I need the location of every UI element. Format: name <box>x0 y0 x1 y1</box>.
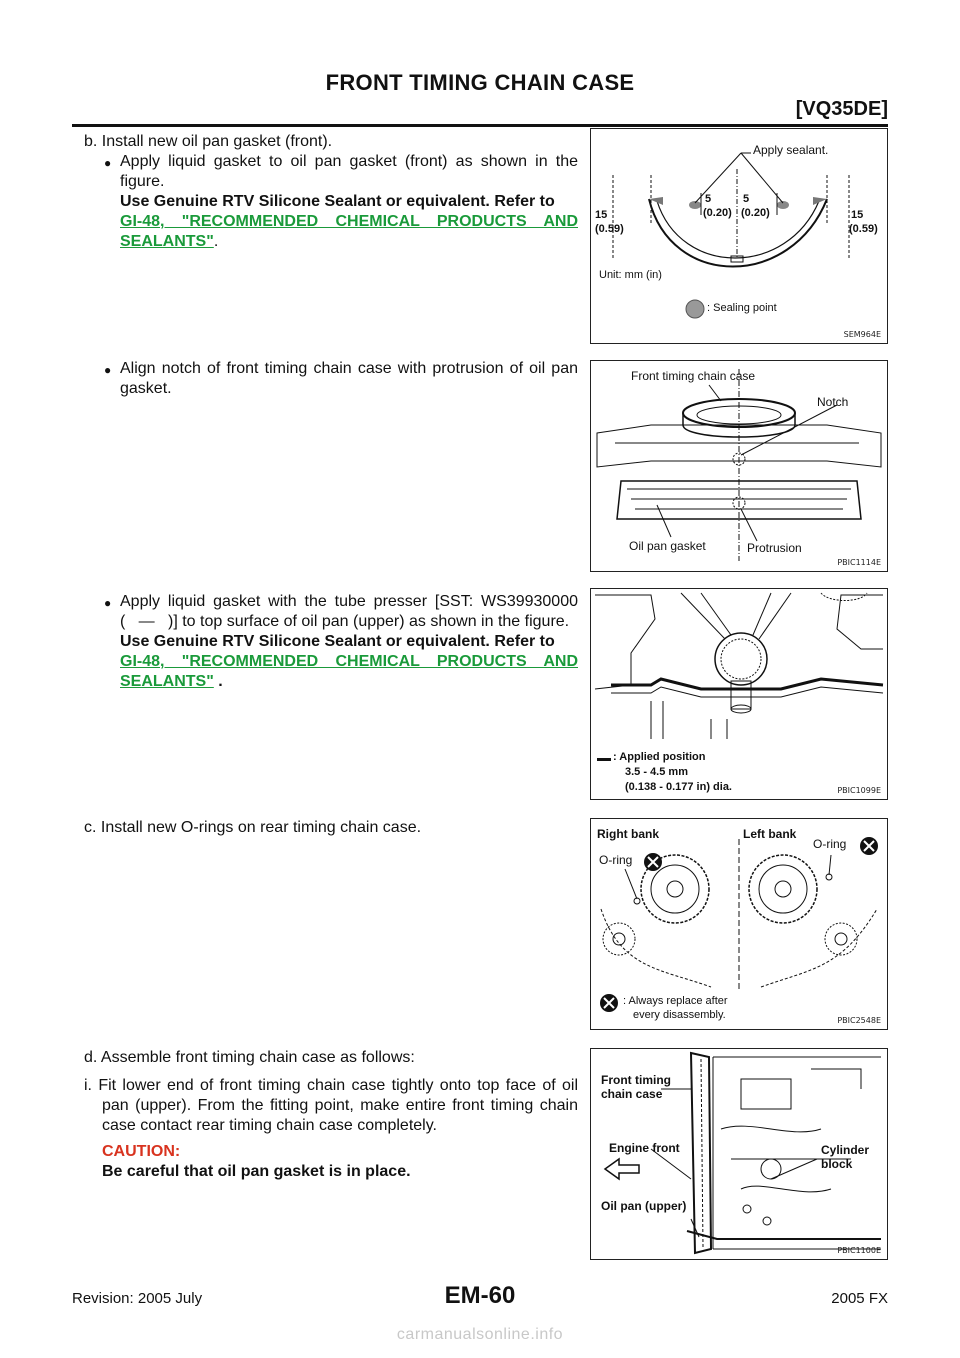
replace-icon <box>860 837 878 855</box>
dim-5-left: 5 <box>705 193 712 205</box>
header-rule <box>72 124 888 127</box>
step-d-i: i. Fit lower end of front timing chain case tightly onto top face of oil pan (upper). From the fitting point, make entire front timing chain case contact rear timing chain case completely. <box>84 1077 578 1134</box>
o-ring-label-left-bank: O-ring <box>813 837 847 851</box>
replace-icon <box>600 994 618 1012</box>
notch-label: Notch <box>817 395 849 409</box>
caution-label: CAUTION: <box>102 1143 181 1160</box>
applied-size-mm: 3.5 - 4.5 mm <box>625 766 688 778</box>
step-d-heading: d. Assemble front timing chain case as follows: <box>84 1049 415 1066</box>
figure-code: PBIC1100E <box>837 1246 881 1255</box>
gi48-link-1[interactable]: GI-48, "RECOMMENDED CHEMICAL PRODUCTS AND SEALANTS" <box>120 213 578 250</box>
step-b-heading: b. Install new oil pan gasket (front). <box>84 133 333 150</box>
replace-icon <box>644 853 662 871</box>
apply-sealant-label: Apply sealant. <box>753 143 829 157</box>
unit-label: Unit: mm (in) <box>599 269 662 281</box>
figure-o-rings <box>590 818 888 1030</box>
page-title: FRONT TIMING CHAIN CASE <box>325 70 635 95</box>
figure-gasket-sealant <box>590 128 888 344</box>
engine-code: [VQ35DE] <box>795 98 888 120</box>
dim-15-right: 15 <box>851 209 864 221</box>
dim-5-right-in: (0.20) <box>741 207 770 219</box>
dim-15-left: 15 <box>595 209 608 221</box>
figure-fit-front-case <box>590 1048 888 1260</box>
right-bank-label: Right bank <box>597 827 659 841</box>
figure-code: PBIC2548E <box>837 1016 881 1025</box>
figure-code: PBIC1114E <box>837 558 881 567</box>
replace-note-1: : Always replace after <box>623 995 728 1007</box>
sealing-point-label: : Sealing point <box>707 302 777 314</box>
o-ring-label-right-bank: O-ring <box>599 853 633 867</box>
step-b-bullet-3: Apply liquid gasket with the tube presser [SST: WS39930000 ( — )] to top surface of oil pan (upper) as shown in the figure. Use Genuine RTV Silicone Sealant or equivalent. Refer to GI-48, "RECOMMENDED CHEMICAL PRODUCTS AND SEALANTS" . <box>120 593 578 690</box>
front-case-label-2: chain case <box>601 1087 663 1101</box>
bullet-icon: ● <box>104 363 112 377</box>
bullet-icon: ● <box>104 596 112 610</box>
replace-note-2: every disassembly. <box>633 1009 726 1021</box>
applied-size-in: (0.138 - 0.177 in) dia. <box>625 781 732 793</box>
caution-text: Be careful that oil pan gasket is in place. <box>102 1163 411 1180</box>
front-case-label: Front timing chain case <box>631 369 756 383</box>
bullet-1-bold: Use Genuine RTV Silicone Sealant or equivalent. Refer to <box>120 193 555 210</box>
left-bank-label: Left bank <box>743 827 797 841</box>
applied-position-label: : Applied position <box>613 751 706 763</box>
dim-15-right-in: (0.59) <box>849 223 878 235</box>
watermark: carmanualsonline.info <box>396 1326 564 1343</box>
engine-front-label: Engine front <box>609 1141 680 1155</box>
oil-pan-upper-label: Oil pan (upper) <box>601 1199 687 1213</box>
revision-label: Revision: 2005 July <box>72 1290 203 1307</box>
cylinder-label-2: block <box>821 1157 853 1171</box>
dim-15-left-in: (0.59) <box>595 223 624 235</box>
dim-5-left-in: (0.20) <box>703 207 732 219</box>
front-case-label-1: Front timing <box>601 1073 671 1087</box>
protrusion-label: Protrusion <box>747 541 802 555</box>
figure-code: PBIC1099E <box>837 786 881 795</box>
figure-notch-protrusion <box>590 360 888 572</box>
step-b-bullet-1: Apply liquid gasket to oil pan gasket (front) as shown in the figure. Use Genuine RTV Silicone Sealant or equivalent. Refer to GI-48, "RECOMMENDED CHEMICAL PRODUCTS AND SEALANTS". <box>120 153 578 250</box>
oil-pan-gasket-label: Oil pan gasket <box>629 539 706 553</box>
bullet-1-text: Apply liquid gasket to oil pan gasket (front) as shown in the figure. <box>120 153 578 190</box>
step-c-heading: c. Install new O-rings on rear timing chain case. <box>84 819 422 836</box>
figure-code: SEM964E <box>843 330 881 339</box>
model-label: 2005 FX <box>831 1290 888 1307</box>
gi48-link-2[interactable]: GI-48, "RECOMMENDED CHEMICAL PRODUCTS AND SEALANTS" <box>120 653 578 690</box>
cylinder-label-1: Cylinder <box>821 1143 870 1157</box>
dim-5-right: 5 <box>743 193 750 205</box>
bullet-icon: ● <box>104 156 112 170</box>
bullet-3-text: Apply liquid gasket with the tube presser [SST: WS39930000 ( — )] to top surface of oil pan (upper) as shown in the figure. <box>120 593 578 630</box>
page-number: EM-60 <box>444 1282 516 1309</box>
step-b-bullet-2: Align notch of front timing chain case with protrusion of oil pan gasket. <box>120 360 578 397</box>
bullet-3-bold: Use Genuine RTV Silicone Sealant or equivalent. Refer to <box>120 633 555 650</box>
engine-front-arrow-icon <box>605 1159 639 1179</box>
figure-applied-position <box>590 588 888 800</box>
